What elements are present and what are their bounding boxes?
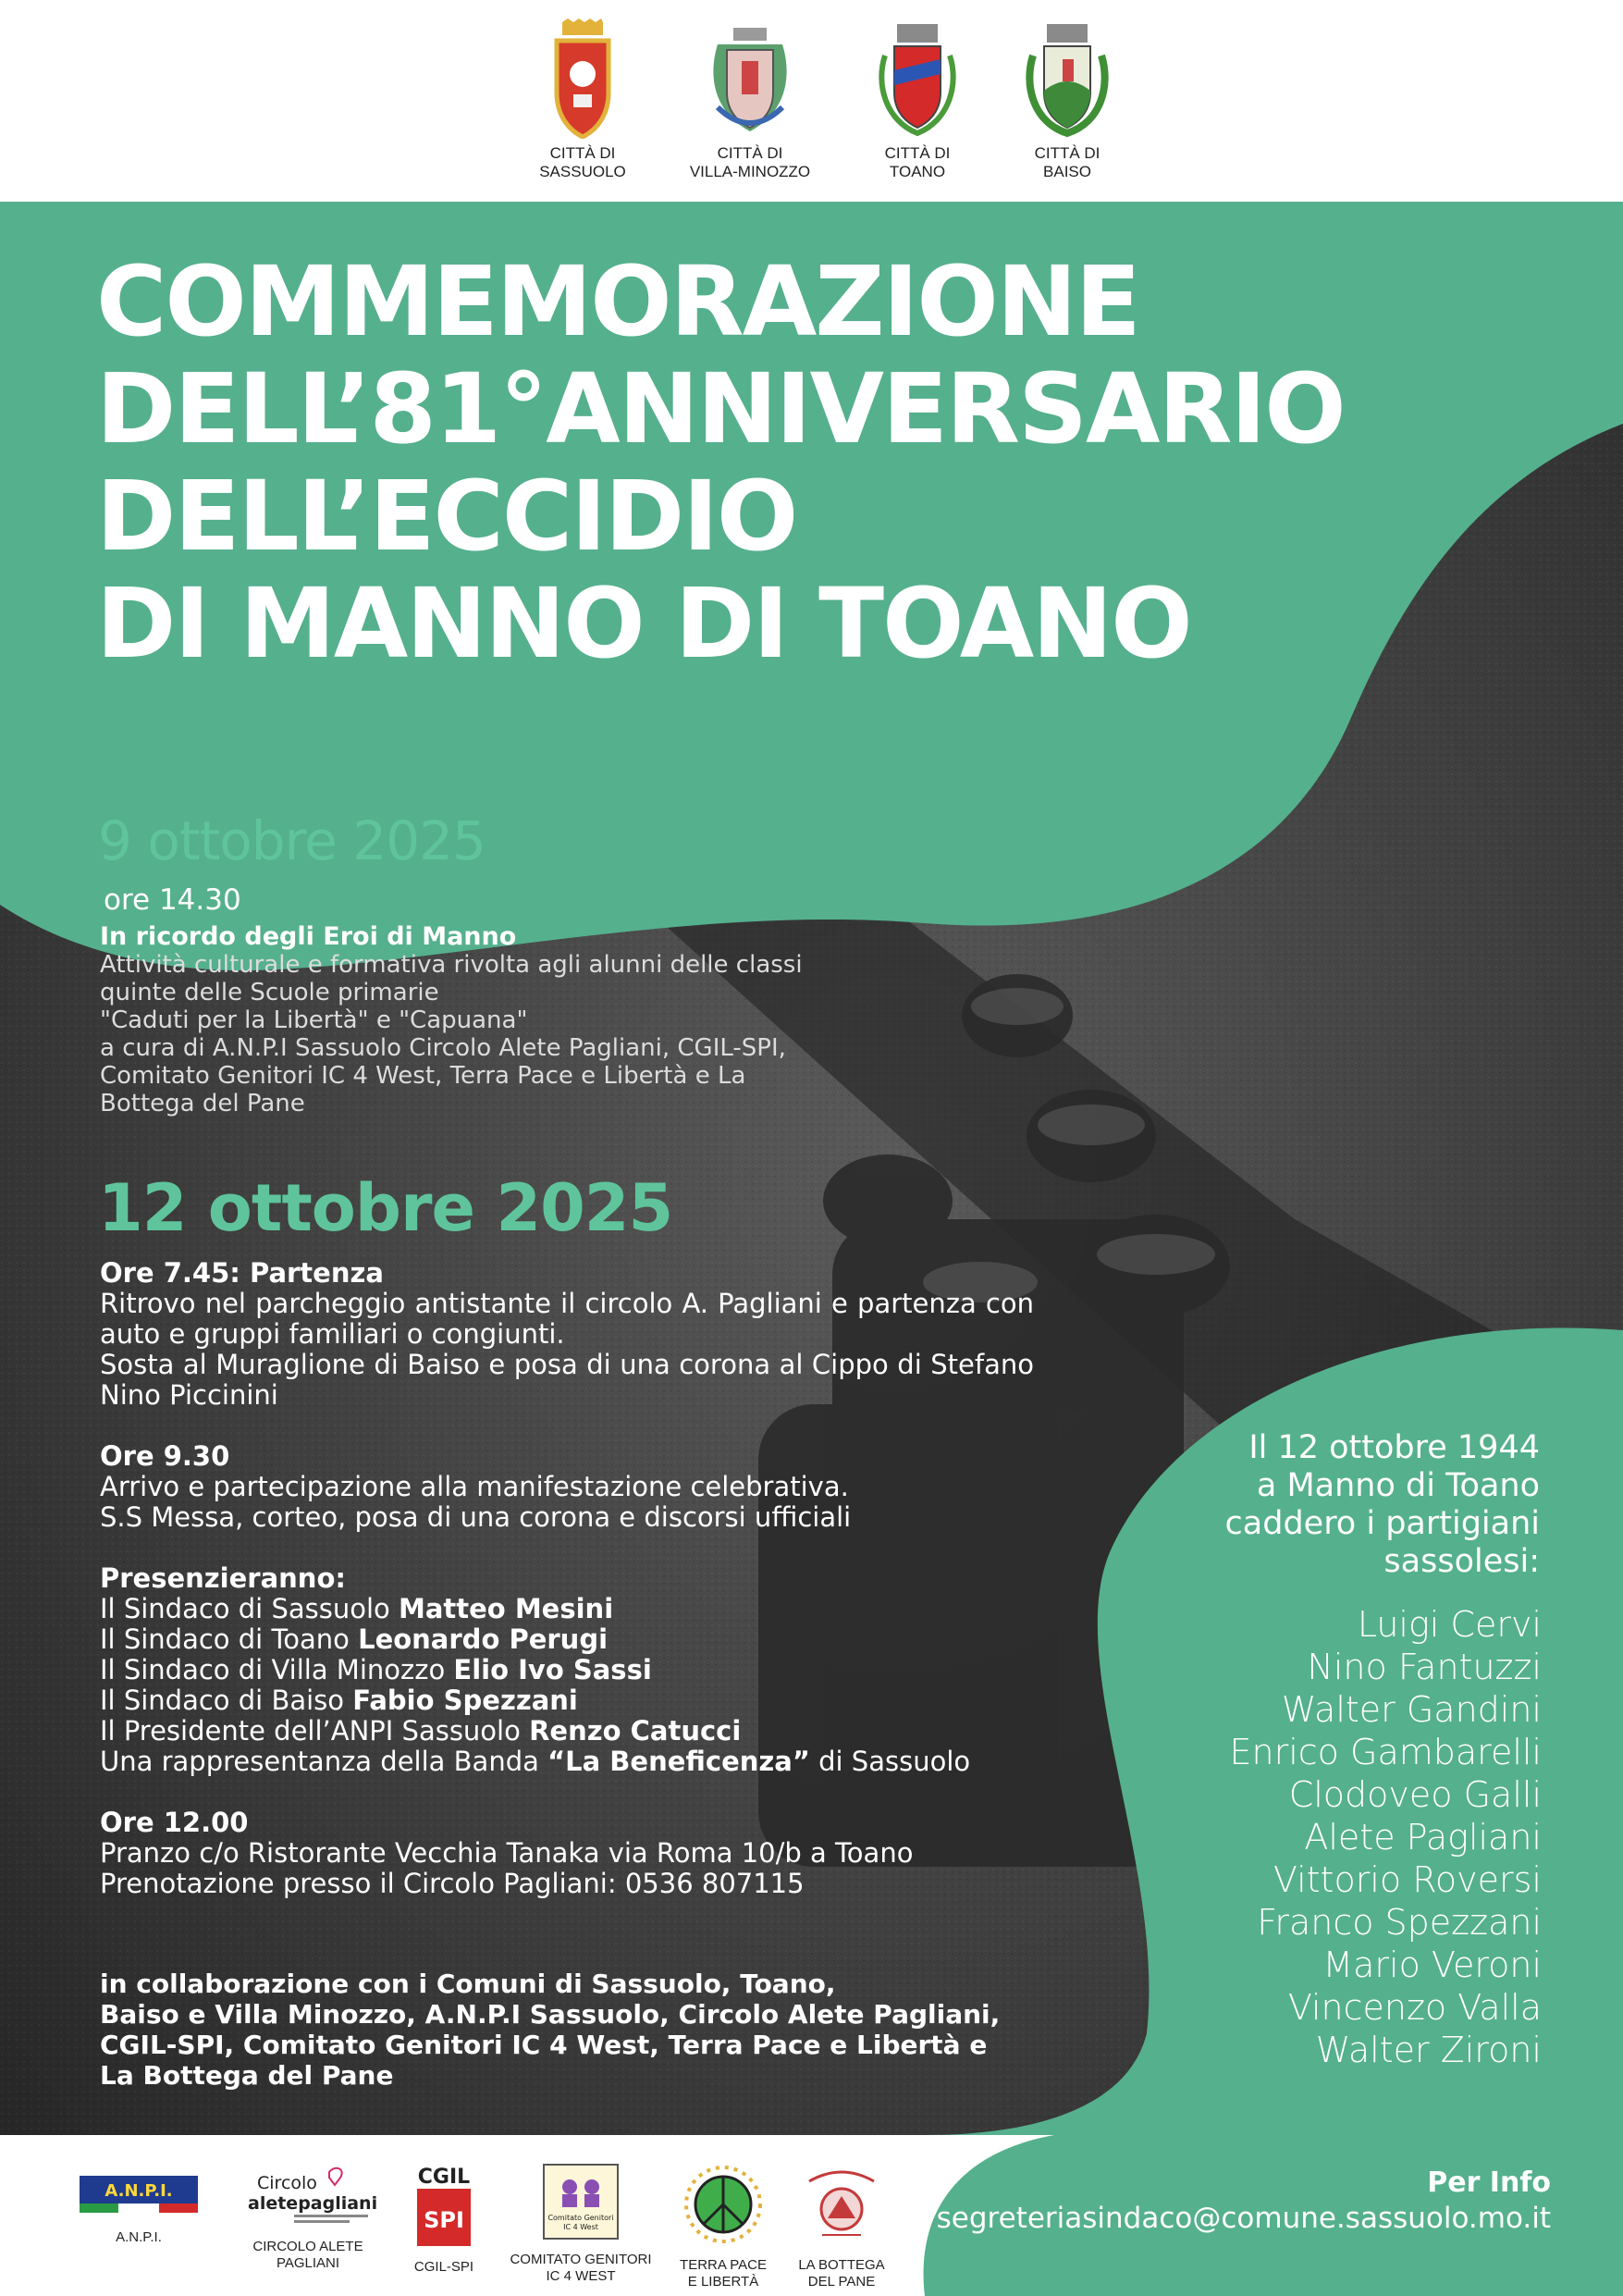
info-title: Per Info bbox=[1427, 2166, 1551, 2199]
bottega-del-pane-logo-icon bbox=[800, 2163, 883, 2246]
attendee-line: Una rappresentanza della Banda “La Beneficenza” di Sassuolo bbox=[100, 1746, 971, 1777]
attendee-line: Il Sindaco di Sassuolo Matteo Mesini bbox=[100, 1593, 614, 1624]
departure-heading: Ore 7.45: Partenza bbox=[100, 1257, 384, 1289]
info-email-link[interactable]: segreteriasindaco@comune.sassuolo.mo.it bbox=[936, 2202, 1551, 2235]
event1-line: "Caduti per la Libertà" e "Capuana" bbox=[100, 1006, 528, 1034]
lunch-text: Pranzo c/o Ristorante Vecchia Tanaka via Roma 10/b a Toano bbox=[100, 1837, 914, 1869]
villa-minozzo-crest-icon bbox=[699, 19, 801, 139]
crest-toano: CITTÀ DI TOANO bbox=[843, 19, 991, 181]
attendee-line: Il Presidente dell’ANPI Sassuolo Renzo Catucci bbox=[100, 1715, 742, 1747]
event1-line: Comitato Genitori IC 4 West, Terra Pace e Libertà e La bbox=[100, 1062, 746, 1090]
attendees-heading: Presenzieranno: bbox=[100, 1562, 346, 1594]
crest-villa-minozzo: CITTÀ DI VILLA-MINOZZO bbox=[676, 19, 824, 181]
departure-text: Ritrovo nel parcheggio antistante il circolo A. Pagliani e partenza con auto e gruppi familiari o congiunti. bbox=[100, 1288, 1034, 1350]
poster-title bbox=[96, 245, 1391, 680]
svg-text:A.N.P.I.: A.N.P.I. bbox=[105, 2181, 173, 2201]
svg-text:Circolo: Circolo bbox=[257, 2173, 317, 2193]
lunch-text: Prenotazione presso il Circolo Pagliani: 0536 807115 bbox=[100, 1868, 805, 1899]
crest-baiso: CITTÀ DI BAISO bbox=[993, 19, 1141, 181]
crest-sassuolo: CITTÀ DI SASSUOLO bbox=[509, 19, 657, 181]
toano-crest-icon bbox=[867, 19, 968, 139]
anpi-logo-icon bbox=[74, 2163, 203, 2218]
event1-line: a cura di A.N.P.I Sassuolo Circolo Alete Pagliani, CGIL-SPI, bbox=[100, 1034, 786, 1062]
partner-comitato-genitori: Comitato Genitori IC 4 West COMITATO GENITORI IC 4 WEST bbox=[507, 2163, 655, 2285]
svg-text:aletepagliani: aletepagliani bbox=[248, 2193, 377, 2214]
title-line: COMMEMORAZIONE bbox=[96, 245, 1139, 358]
event1-date: 9 ottobre 2025 bbox=[98, 809, 486, 872]
circolo-alete-pagliani-logo-icon bbox=[239, 2163, 377, 2228]
attendee-line: Il Sindaco di Toano Leonardo Perugi bbox=[100, 1623, 609, 1655]
attendee-line: Il Sindaco di Villa Minozzo Elio Ivo Sassi bbox=[100, 1654, 652, 1685]
title-line: DELL’ECCIDIO bbox=[96, 460, 797, 573]
svg-text:SPI: SPI bbox=[424, 2207, 464, 2233]
event1-line: quinte delle Scuole primarie bbox=[100, 979, 439, 1006]
fallen-name: Vittorio Roversi bbox=[1273, 1859, 1542, 1900]
event1-line: Bottega del Pane bbox=[100, 1090, 305, 1117]
departure-text: Sosta al Muraglione di Baiso e posa di una corona al Cippo di Stefano Nino Piccinini bbox=[100, 1349, 1034, 1411]
fallen-name: Franco Spezzani bbox=[1257, 1902, 1542, 1943]
attendee-line: Il Sindaco di Baiso Fabio Spezzani bbox=[100, 1685, 578, 1716]
ceremony-text: Arrivo e partecipazione alla manifestazione celebrativa. bbox=[100, 1471, 849, 1502]
fallen-name: Alete Pagliani bbox=[1304, 1817, 1542, 1858]
event2-program bbox=[100, 1258, 1034, 1899]
partner-terra-pace-liberta: TERRA PACE E LIBERTÀ bbox=[668, 2163, 779, 2290]
fallen-name: Enrico Gambarelli bbox=[1229, 1732, 1542, 1772]
event2-date: 12 ottobre 2025 bbox=[98, 1170, 673, 1246]
fallen-name: Vincenzo Valla bbox=[1287, 1987, 1542, 2028]
fallen-name: Luigi Cervi bbox=[1357, 1604, 1542, 1645]
fallen-name: Walter Gandini bbox=[1281, 1689, 1542, 1730]
event1-time: ore 14.30 bbox=[104, 883, 241, 917]
event1-description bbox=[100, 923, 858, 1117]
event1-line: Attività culturale e formativa rivolta agli alunni delle classi bbox=[100, 951, 803, 979]
lunch-heading: Ore 12.00 bbox=[100, 1807, 249, 1838]
svg-text:Comitato Genitori: Comitato Genitori bbox=[547, 2214, 614, 2222]
svg-text:CGIL: CGIL bbox=[417, 2166, 471, 2189]
collaboration-note: in collaborazione con i Comuni di Sassuolo, Toano, Baiso e Villa Minozzo, A.N.P.I Sassuolo, Circolo Alete Pagliani, CGIL-SPI, Comitato Genitori IC 4 West, Terra Pace e Libertà e La Bottega del Pane bbox=[100, 1969, 1001, 2091]
crest-header bbox=[0, 0, 1623, 202]
fallen-name: Mario Veroni bbox=[1322, 1944, 1542, 1985]
svg-text:IC 4 West: IC 4 West bbox=[563, 2223, 598, 2231]
title-line: DELL’81°ANNIVERSARIO bbox=[96, 352, 1345, 465]
title-line: DI MANNO DI TOANO bbox=[96, 567, 1191, 680]
baiso-crest-icon bbox=[1016, 19, 1118, 139]
comitato-genitori-logo-icon bbox=[542, 2163, 620, 2240]
partner-bottega-del-pane: LA BOTTEGA DEL PANE bbox=[786, 2163, 897, 2290]
fallen-name: Clodoveo Galli bbox=[1288, 1774, 1542, 1815]
event1-heading: In ricordo degli Eroi di Manno bbox=[100, 922, 517, 951]
partner-circolo-alete-pagliani: Circolo aletepagliani CIRCOLO ALETE PAGLIANI bbox=[239, 2163, 377, 2272]
fallen-name: Nino Fantuzzi bbox=[1307, 1647, 1542, 1687]
cgil-spi-logo-icon bbox=[412, 2163, 476, 2248]
fallen-names-list bbox=[1079, 1603, 1542, 2071]
partner-anpi: A.N.P.I. A.N.P.I. bbox=[74, 2163, 203, 2246]
terra-pace-liberta-logo-icon bbox=[682, 2163, 765, 2246]
ceremony-heading: Ore 9.30 bbox=[100, 1440, 230, 1472]
sassuolo-crest-icon bbox=[546, 19, 620, 139]
partner-cgil-spi: CGIL SPI CGIL-SPI bbox=[407, 2163, 481, 2276]
ceremony-text: S.S Messa, corteo, posa di una corona e discorsi ufficiali bbox=[100, 1501, 852, 1533]
fallen-name: Walter Zironi bbox=[1315, 2030, 1542, 2070]
fallen-intro: Il 12 ottobre 1944 a Manno di Toano caddero i partigiani sassolesi: bbox=[1224, 1429, 1540, 1580]
